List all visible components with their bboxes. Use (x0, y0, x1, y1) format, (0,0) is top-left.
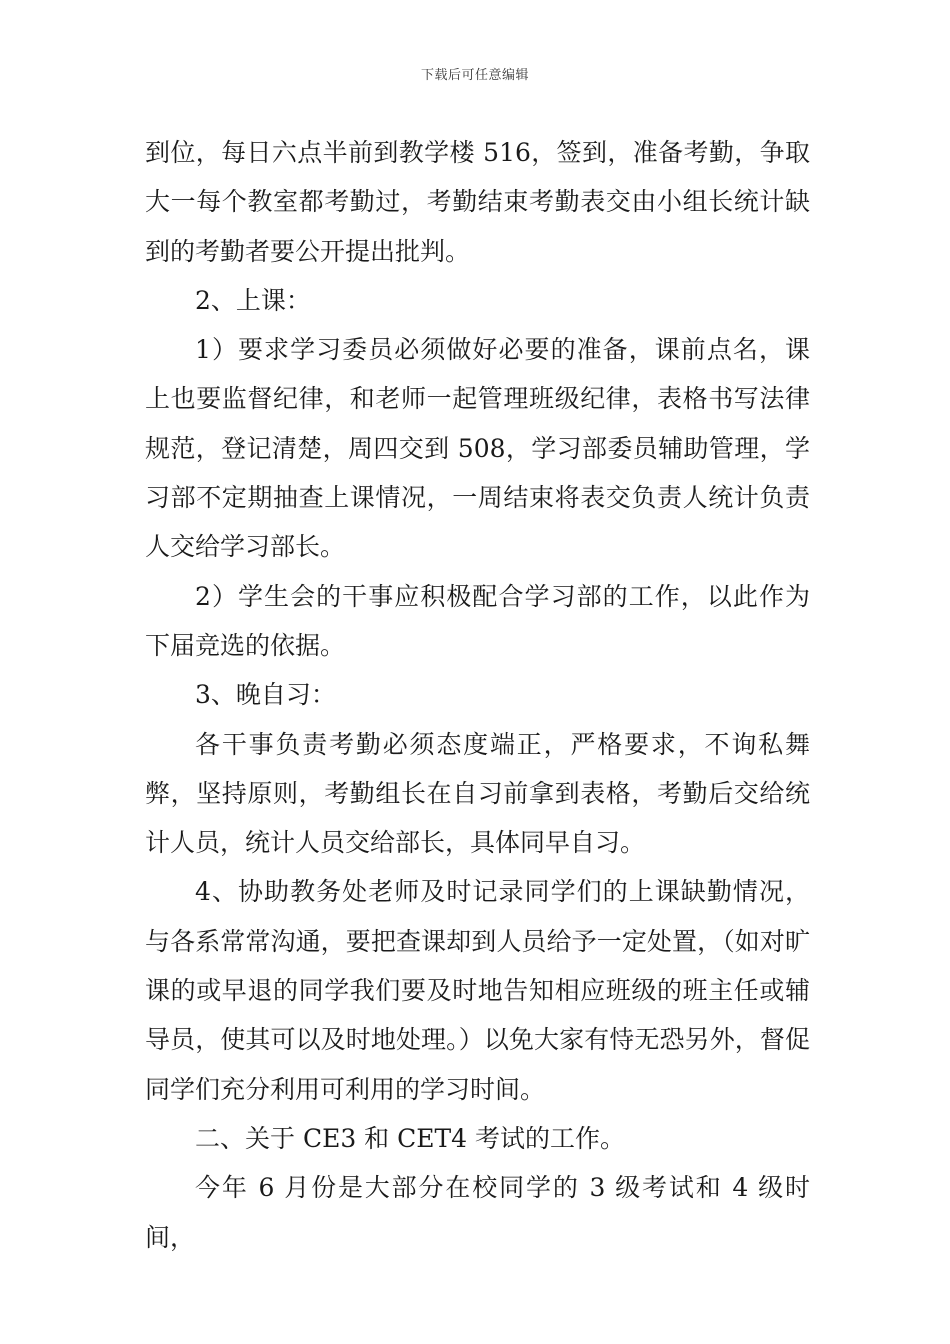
paragraph-cet-intro: 今年 6 月份是大部分在校同学的 3 级考试和 4 级时间， (145, 1173, 810, 1252)
paragraph-class-item-2: 2）学生会的干事应积极配合学习部的工作，以此作为下届竞选的依据。 (145, 581, 810, 660)
paragraph-attendance-continued: 到位，每日六点半前到教学楼 516，签到，准备考勤，争取大一每个教室都考勤过，考勤结束考勤表交由小组长统计缺到的考勤者要公开提出批判。 (145, 138, 810, 266)
paragraph-class-item-1: 1）要求学习委员必须做好必要的准备，课前点名，课上也要监督纪律，和老师一起管理班级纪律，表格书写法律规范，登记清楚，周四交到 508，学习部委员辅助管理，学习部不定期抽查上课情况，一周结束将表交负责人统计负责人交给学习部长。 (145, 335, 810, 562)
document-body (145, 128, 810, 1262)
page-header-note: 下载后可任意编辑 (420, 68, 529, 83)
paragraph-evening-study: 各干事负责考勤必须态度端正，严格要求，不询私舞弊，坚持原则，考勤组长在自习前拿到表格，考勤后交给统计人员，统计人员交给部长，具体同早自习。 (145, 729, 810, 858)
paragraph-heading-cet: 二、关于 CE3 和 CET4 考试的工作。 (195, 1123, 626, 1153)
paragraph-heading-evening-study: 3、晚自习： (195, 680, 336, 710)
paragraph-item-4: 4、协助教务处老师及时记录同学们的上课缺勤情况，与各系常常沟通，要把查课却到人员给予一定处置，（如对旷课的或早退的同学我们要及时地告知相应班级的班主任或辅导员，使其可以及时地处理。）以免大家有恃无恐另外，督促同学们充分利用可利用的学习时间。 (145, 877, 810, 1104)
paragraph-heading-class: 2、上课： (195, 285, 311, 315)
